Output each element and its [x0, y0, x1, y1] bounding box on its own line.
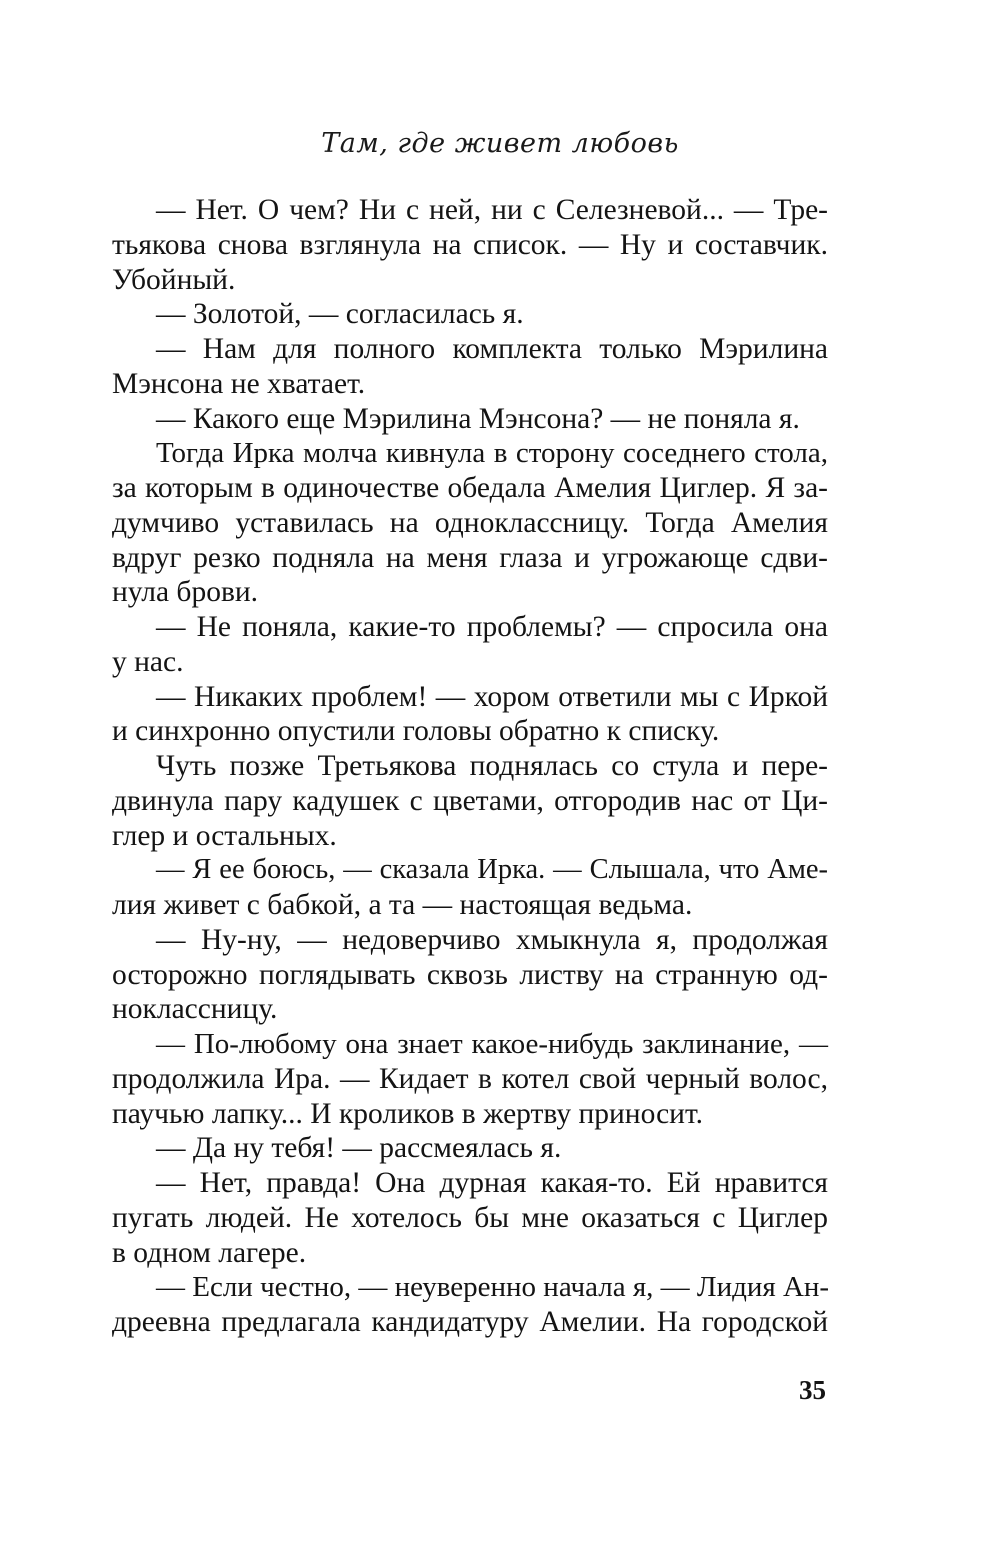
text-line: осторожно поглядывать сквозь листву на странную од-	[112, 958, 828, 991]
text-line: — Золотой, — согласилась я.	[156, 298, 524, 331]
text-line: — Какого еще Мэрилина Мэнсона? — не поняла я.	[156, 402, 800, 435]
text-line: — Ну-ну, — недоверчиво хмыкнула я, продолжая	[156, 923, 828, 956]
text-line: дреевна предлагала кандидатуру Амелии. На городской	[112, 1306, 828, 1338]
text-line: ноклассницу.	[112, 993, 278, 1026]
text-line: тьякова снова взглянула на список. — Ну и составчик.	[112, 228, 828, 261]
text-line: Чуть позже Третьякова поднялась со стула и пере-	[156, 750, 828, 782]
text-line: — Не поняла, какие-то проблемы? — спросила она	[156, 611, 828, 643]
running-head: Там, где живет любовь	[321, 128, 679, 159]
body-text	[112, 193, 828, 1340]
text-line: нула брови.	[112, 576, 259, 609]
text-line: — Я ее боюсь, — сказала Ирка. — Слышала, что Аме-	[156, 854, 828, 886]
text-line: пугать людей. Не хотелось бы мне оказаться с Циглер	[112, 1201, 828, 1234]
text-line: — По-любому она знает какое-нибудь заклинание, —	[156, 1028, 828, 1060]
text-line: вдруг резко подняла на меня глаза и угрожающе сдви-	[112, 541, 828, 574]
text-line: лия живет с бабкой, а та — настоящая ведьма.	[112, 889, 693, 921]
text-line: у нас.	[112, 645, 184, 678]
page-number: 35	[799, 1375, 826, 1405]
text-line: — Да ну тебя! — рассмеялась я.	[156, 1132, 562, 1165]
text-line: за которым в одиночестве обедала Амелия Циглер. Я за-	[112, 472, 828, 504]
text-line: и синхронно опустили головы обратно к списку.	[112, 715, 720, 748]
text-line: — Нет, правда! Она дурная какая-то. Ей нравится	[156, 1167, 828, 1199]
text-line: Мэнсона не хватает.	[112, 367, 366, 400]
text-line: — Если честно, — неуверенно начала я, — Лидия Ан-	[156, 1271, 830, 1304]
text-line: Убойный.	[112, 263, 236, 296]
text-line: двинула пару кадушек с цветами, отгородив нас от Ци-	[112, 784, 828, 817]
text-line: паучью лапку... И кроликов в жертву приносит.	[112, 1097, 703, 1130]
text-line: глер и остальных.	[112, 819, 337, 852]
text-line: продолжила Ира. — Кидает в котел свой черный волос,	[112, 1062, 828, 1095]
text-line: Тогда Ирка молча кивнула в сторону соседнего стола,	[156, 437, 828, 470]
text-line: — Нам для полного комплекта только Мэрилина	[156, 333, 828, 365]
text-line: в одном лагере.	[112, 1236, 307, 1269]
text-line: — Нет. О чем? Ни с ней, ни с Селезневой... — Тре-	[156, 194, 828, 226]
text-line: думчиво уставилась на одноклассницу. Тогда Амелия	[112, 506, 828, 539]
text-line: — Никаких проблем! — хором ответили мы с Иркой	[156, 680, 828, 713]
